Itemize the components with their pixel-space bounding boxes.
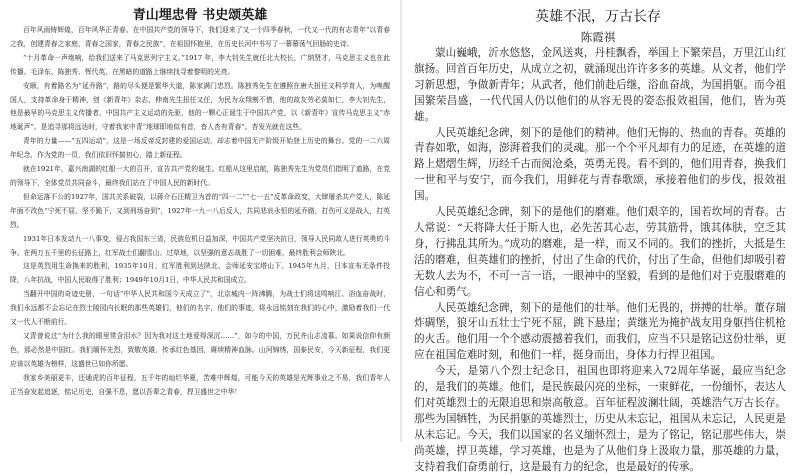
left-paragraph: 这是英烈用生命换来的胜利，1935年10月，红军胜利到达陕北，会师延安宝塔山下。1945年九月，日本宣布无条件投降，八年抗战，中国人民取得了胜利；1949年10月1日，中华人民共和国成立。 — [10, 262, 390, 285]
left-paragraph: 但命运落不公的1927年，国共关系破裂，以蒋介石汪精卫为首的“四一二”“七一五”反革命政变，大肆屠杀共产党人，陈延年面不改色“宁死不屈，坚不跪下，又到刑场奋到”，1927年一九一八后反人，共同悲哀永恒的延乔路，打伤可义是战人，打英烈。 — [10, 192, 390, 229]
left-paragraph: 百年风雨铸辉煌，百年风华正青春。在中国共产党的领导下，我们迎来了又一个四季春秋，一代又一代的有志青年“以青春之我，创建青春之家庭，青春之国家，青春之民族”，在祖国怀抱里，在历史长河中书写了一幕幕荡气回肠的史诗。 — [10, 26, 390, 48]
right-page-title: 英雄不泯，万古长存 — [535, 9, 661, 25]
right-paragraph: 人民英雄纪念碑，刻下的是他们的磨难。他们艰辛的，国若坎坷的青春。古人常说：“天将降大任于斯人也，必先苦其心志，劳其筋骨，饿其体肤，空乏其身，行拂乱其所为。”成功的磨难，是一样，而又不同的。我们的挫折，大抵是生活的磨难，但英雄们的挫折，付出了生命的代价，付出了生命，但他们却吸引着无数人去为不，不可一言一语，一眼神中的坚毅，看到的是他们对于克服磨难的信心和勇气。 — [414, 206, 786, 298]
right-article-body — [414, 46, 786, 475]
left-paragraph: 就在1921年，嘉兴南湖的红船一大的召开，宣告共产党的诞生。红船从这里启航，陈独秀先生为党员们指明了道路，在党的领导下，全体党员共同奋斗，最终我们站在了中国人民的新时代。 — [10, 165, 390, 187]
left-paragraph: 当翻开中国的奇迹史册，一句话“中华人民共和国今天成立了”，北京城内一阵沸腾，为战士们将这鸣响江、浴血奋战时，我们永远都不会忘记在烈士陵园内长眠的那些英雄们，他们的名字，他们的事迹，将永远铭刻在我们的心中，激励着我们一代又一代人不断前行。 — [10, 290, 390, 327]
left-paragraph: 我家乡美丽更丰，还通虎的百年征程，五千年的灿烂华夏，苦难中辉煌，可能今天的英雄是光辉事业之不易，我们青年人正当奋发起追逐，铭记历史，自强不息，愿以吾辈之青春，捍卫盛世之中华！ — [10, 373, 390, 396]
right-paragraph: 蒙山巍峨，沂水悠悠，金风送爽，丹桂飘香，举国上下繁荣昌，万里江山红旗扬。回首百年历史，从成立之初，就涌现出许许多多的英雄。从文者，他们学习新思想，争做新青年；从武者，他们前赴后继，浴血奋战，为国捐躯。而今祖国繁荣昌盛，一代代国人仍以他们的从容无畏的姿态报效祖国，他们，皆为英雄。 — [414, 47, 786, 123]
left-page-title: 青山埋忠骨 书史颂英雄 — [132, 8, 268, 23]
right-document-page — [402, 0, 794, 473]
right-paragraph: 人民英雄纪念碑，刻下的是他们的精神。他们无悔的、热血的青春。英雄的青春如歌，如海，澎湃着我们的灵魂。那一个个平凡却有力的足迹，在英雄的道路上熠熠生辉，历经千古而阅沧桑，英勇无畏。看不到的，他们用青春，换我们一世和平与安宁，而今我们，用鲜花与青春歌颂，承接着他们的步伐，报效祖国。 — [414, 126, 786, 203]
right-author-name: 陈霞祺 — [580, 30, 616, 44]
left-document-page — [0, 0, 400, 442]
right-paragraph: 今天，是第八个烈士纪念日，祖国也即将迎来入72周年华诞，最应当纪念的，是我们的英雄。他们，是民族最闪亮的坐标，一束鲜花，一份缅怀，表达人们对英雄烈士的无限追思和崇高敬意。百年征程波澜壮阔，英雄浩气万古长存。那些为国牺牲，为民捐躯的英雄烈士，历史从未忘记，祖国从未忘记，人民更是从未忘记。今天，我们以国家的名义缅怀烈士，是为了铭记，铭记那些伟大，崇尚英雄，捍卫英雄，学习英雄，也是为了从他们身上汲取力量，那英雄的力量，支持着我们奋勇前行，这是最有力的纪念，也是最好的传承。 — [414, 365, 786, 473]
right-paragraph: 人民英雄纪念碑，刻下的是他们的壮举。他们无畏的，拼搏的壮举。董存瑞炸碉堡，狼牙山五壮士宁死不屈，跳下悬崖；黄继光为掩护战友用身躯挡住机枪的火舌。他们用一个个感动震撼着我们，而我们，应当不只是铭记这份壮举，更应在祖国危难时刻，和他们一样，挺身而出，身体力行捍卫祖国。 — [414, 301, 786, 362]
left-paragraph: 安顺，有着路名为“延乔路”，路的尽头便是繁华大道，陈家满门忠烈。陈独秀先生在遵照在唐大扭任又科学育人，为唤醒国人，支持革命身于精神，创《新青年》杂志，伸南先生扭任又任，为民为众翔割不惜，他的故友劳必莫如仁，李大钊先生，他是最早的马克思主义传播者，中国共产主义运动的先驱，他的一颗心正诞生于中国共产党，以《新青年》宣传马克思主义“赤地诞声”。是追寻那将远达时，守着我家中青“地球即地似有首，杳人杏有青春”。杏发光就在这些。 — [10, 81, 390, 132]
left-paragraph: “十月革命一声炮响，给我们送来了马克思列宁主义。”1917 年，李大钊先生就任北大校长，广纳贤才，马克思主义也在此传播。毛泽东、陈独秀、恽代英、在黑暗的道路上继续找寻着黎明的光亮。 — [10, 53, 390, 76]
left-article-body — [10, 24, 390, 399]
left-paragraph: 青年的力量——“五四运动”，这是一场反帝反封建的爱国运动，却志着中国无产阶级开始登上历史的舞台。党的一二六周年纪念，作为党的一员，我们依旧怀揣初心，踏上新征程。 — [10, 137, 390, 160]
left-paragraph: 又青曾说过“为什么我的眼里常含泪水？因为我对这土地爱得深沉……”，如今的中国，万民齐山志凌慕。如果说信仰有颜色，那必然是中国红。我们缅怀先烈，致敬英雄，传承红色基因，赓续精神血脉。山河锦绣，国泰民安，今天新征程，我们更应该以英雄为榜样，这盛世已如你所愿。 — [10, 331, 390, 368]
left-paragraph: 1931年日本发动九一八事变，侵占我国东三省，民族危机日益加深，中国共产党坚决抗日，领导人民同敌人进行英勇的斗争。在两万五千里的长征路上，红军战士们翻雪山、过草地，以坚强的意志战胜了一切困难，最终胜利会师陕北。 — [10, 234, 390, 257]
